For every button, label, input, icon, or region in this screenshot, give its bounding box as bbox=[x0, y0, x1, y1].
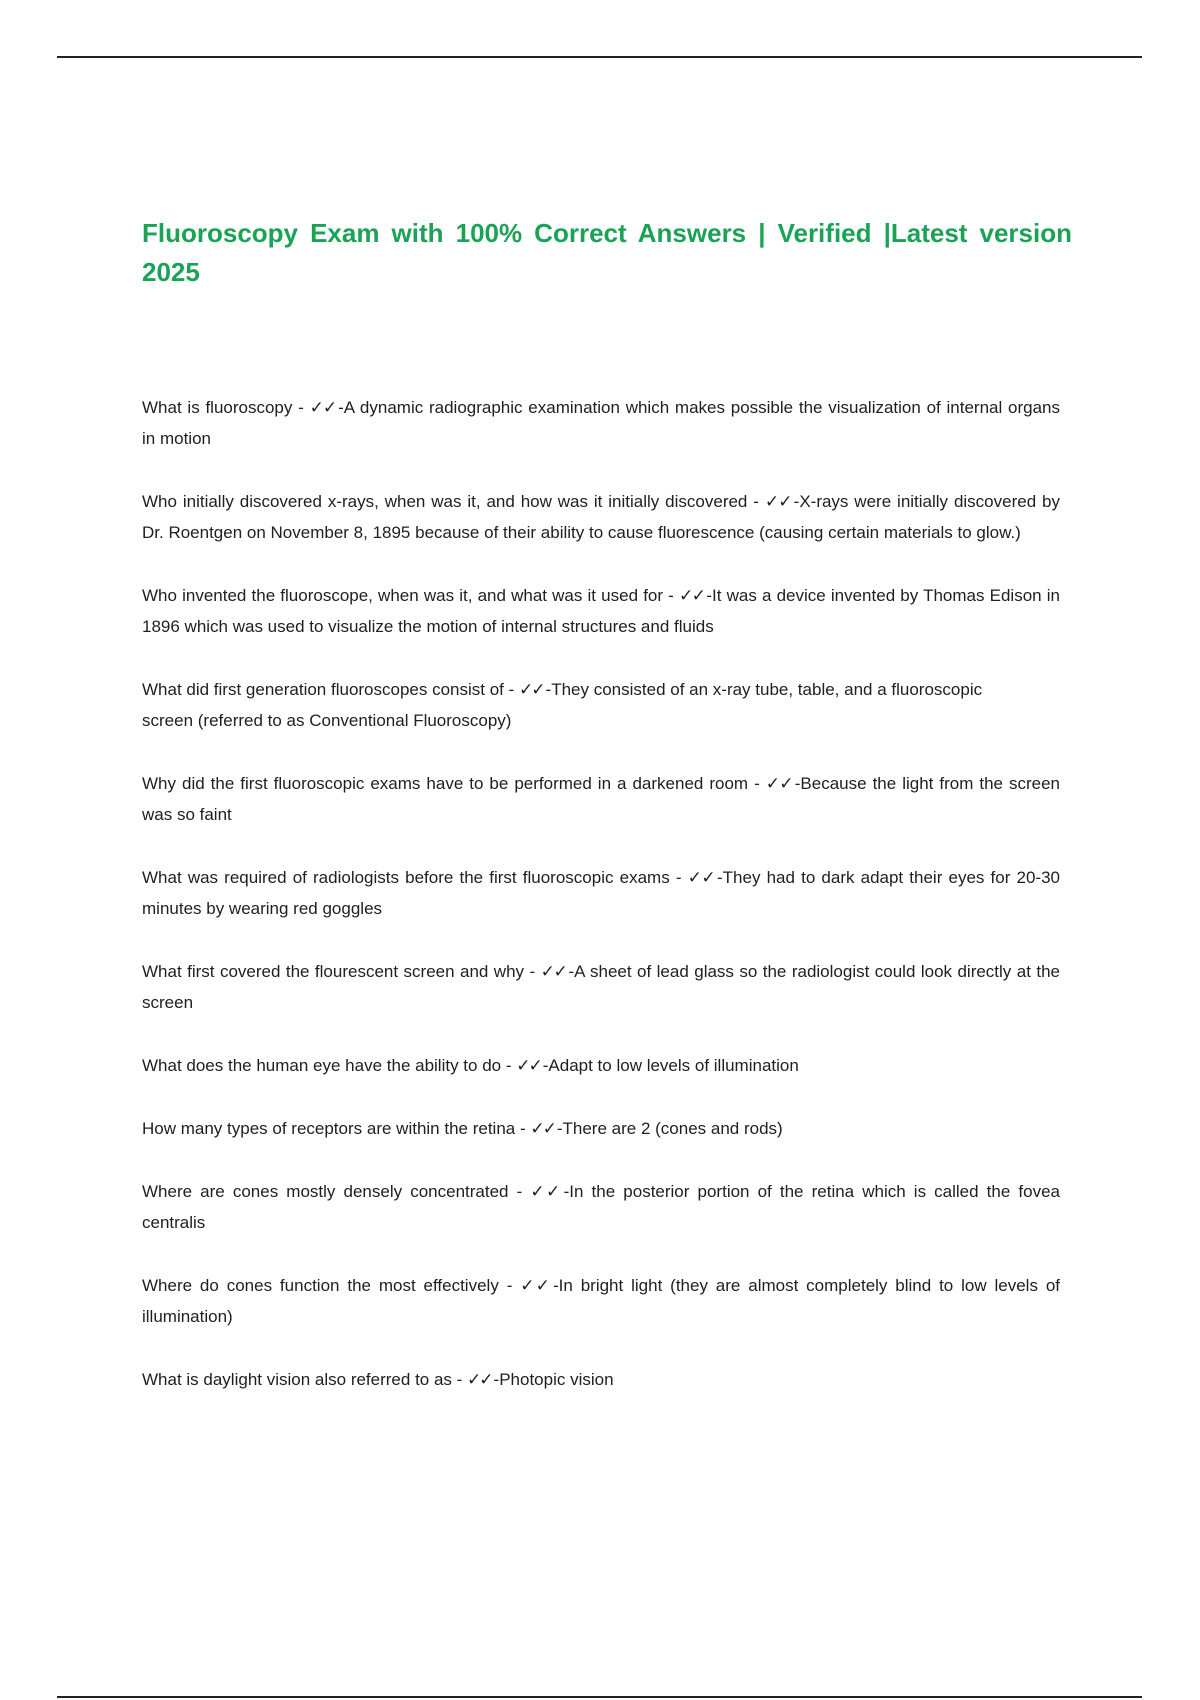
separator: - bbox=[747, 492, 765, 511]
double-check-icon: ✓✓ bbox=[679, 586, 705, 605]
separator: - bbox=[501, 1056, 517, 1075]
question-text: Who invented the fluoroscope, when was it, and what was it used for bbox=[142, 586, 664, 605]
double-check-icon: ✓✓ bbox=[530, 1119, 555, 1138]
answer-text: A dynamic radiographic examination which makes possible the visualization of internal organs in motion bbox=[142, 398, 1060, 448]
double-check-icon: ✓✓ bbox=[540, 962, 567, 981]
answer-prefix: - bbox=[493, 1370, 500, 1389]
answer-prefix: - bbox=[706, 586, 713, 605]
qa-item bbox=[142, 1176, 1060, 1238]
answer-continuation: screen (referred to as Conventional Fluoroscopy) bbox=[142, 711, 512, 730]
answer-prefix: - bbox=[553, 1276, 559, 1295]
answer-text: They had to dark adapt their eyes for 20-30 minutes by wearing red goggles bbox=[142, 868, 1061, 918]
qa-item bbox=[142, 1050, 1060, 1081]
question-text: Why did the first fluoroscopic exams have to be performed in a darkened room bbox=[142, 774, 749, 793]
qa-item bbox=[142, 674, 1060, 736]
double-check-icon: ✓✓ bbox=[520, 1276, 551, 1295]
separator: - bbox=[524, 962, 541, 981]
answer-prefix: - bbox=[793, 492, 800, 511]
qa-item bbox=[142, 956, 1060, 1018]
separator: - bbox=[748, 774, 766, 793]
answer-prefix: - bbox=[545, 680, 552, 699]
qa-item bbox=[142, 486, 1060, 548]
separator: - bbox=[508, 1182, 531, 1201]
question-text: How many types of receptors are within the retina bbox=[142, 1119, 516, 1138]
answer-prefix: - bbox=[556, 1119, 563, 1138]
question-text: What is fluoroscopy bbox=[142, 398, 293, 417]
double-check-icon: ✓✓ bbox=[687, 868, 715, 887]
answer-prefix: - bbox=[794, 774, 801, 793]
double-check-icon: ✓✓ bbox=[765, 774, 793, 793]
separator: - bbox=[503, 680, 520, 699]
document-title: Fluoroscopy Exam with 100% Correct Answers | Verified |Latest version 2025 bbox=[142, 218, 1072, 287]
question-text: Where are cones mostly densely concentrated bbox=[142, 1182, 509, 1201]
double-check-icon: ✓✓ bbox=[519, 680, 544, 699]
double-check-icon: ✓✓ bbox=[764, 492, 792, 511]
qa-item bbox=[142, 768, 1060, 830]
qa-item bbox=[142, 1364, 1060, 1395]
answer-prefix: - bbox=[563, 1182, 570, 1201]
question-text: What first covered the flourescent screen and why bbox=[142, 962, 525, 981]
question-text: What was required of radiologists before the first fluoroscopic exams bbox=[142, 868, 670, 887]
double-check-icon: ✓✓ bbox=[309, 398, 337, 417]
answer-text: In the posterior portion of the retina which is called the fovea centralis bbox=[142, 1182, 1060, 1232]
question-text: Who initially discovered x-rays, when was it, and how was it initially discovered bbox=[142, 492, 748, 511]
question-text: What is daylight vision also referred to as bbox=[142, 1370, 452, 1389]
answer-text: There are 2 (cones and rods) bbox=[562, 1119, 783, 1138]
qa-list bbox=[142, 392, 1060, 1427]
top-rule bbox=[57, 56, 1142, 58]
question-text: Where do cones function the most effectively bbox=[142, 1276, 499, 1295]
separator: - bbox=[451, 1370, 468, 1389]
answer-prefix: - bbox=[568, 962, 575, 981]
qa-item bbox=[142, 1113, 1060, 1144]
answer-text: In bright light (they are almost completely blind to low levels of illumination) bbox=[142, 1276, 1060, 1326]
double-check-icon: ✓✓ bbox=[467, 1370, 492, 1389]
answer-text: It was a device invented by Thomas Edison in 1896 which was used to visualize the motion of internal structures and fluids bbox=[142, 586, 1060, 636]
qa-item bbox=[142, 580, 1060, 642]
separator: - bbox=[292, 398, 310, 417]
answer-text: Photopic vision bbox=[499, 1370, 614, 1389]
answer-text: A sheet of lead glass so the radiologist could look directly at the screen bbox=[142, 962, 1060, 1012]
answer-prefix: - bbox=[542, 1056, 549, 1075]
answer-prefix: - bbox=[716, 868, 723, 887]
answer-prefix: - bbox=[338, 398, 344, 417]
question-text: What does the human eye have the ability to do bbox=[142, 1056, 502, 1075]
double-check-icon: ✓✓ bbox=[516, 1056, 541, 1075]
answer-text: Adapt to low levels of illumination bbox=[548, 1056, 799, 1075]
question-text: What did first generation fluoroscopes consist of bbox=[142, 680, 504, 699]
qa-item bbox=[142, 392, 1060, 454]
separator: - bbox=[498, 1276, 521, 1295]
separator: - bbox=[515, 1119, 531, 1138]
answer-text: Because the light from the screen was so faint bbox=[142, 774, 1060, 824]
qa-item bbox=[142, 1270, 1060, 1332]
qa-item bbox=[142, 862, 1060, 924]
separator: - bbox=[663, 586, 679, 605]
bottom-rule bbox=[57, 1696, 1142, 1698]
double-check-icon: ✓✓ bbox=[530, 1182, 562, 1201]
answer-text: X-rays were initially discovered by Dr. Roentgen on November 8, 1895 because of their ability to cause fluorescence (causing certain materials to glow.) bbox=[142, 492, 1060, 542]
answer-text: They consisted of an x-ray tube, table, and a fluoroscopic bbox=[551, 680, 983, 699]
separator: - bbox=[669, 868, 688, 887]
